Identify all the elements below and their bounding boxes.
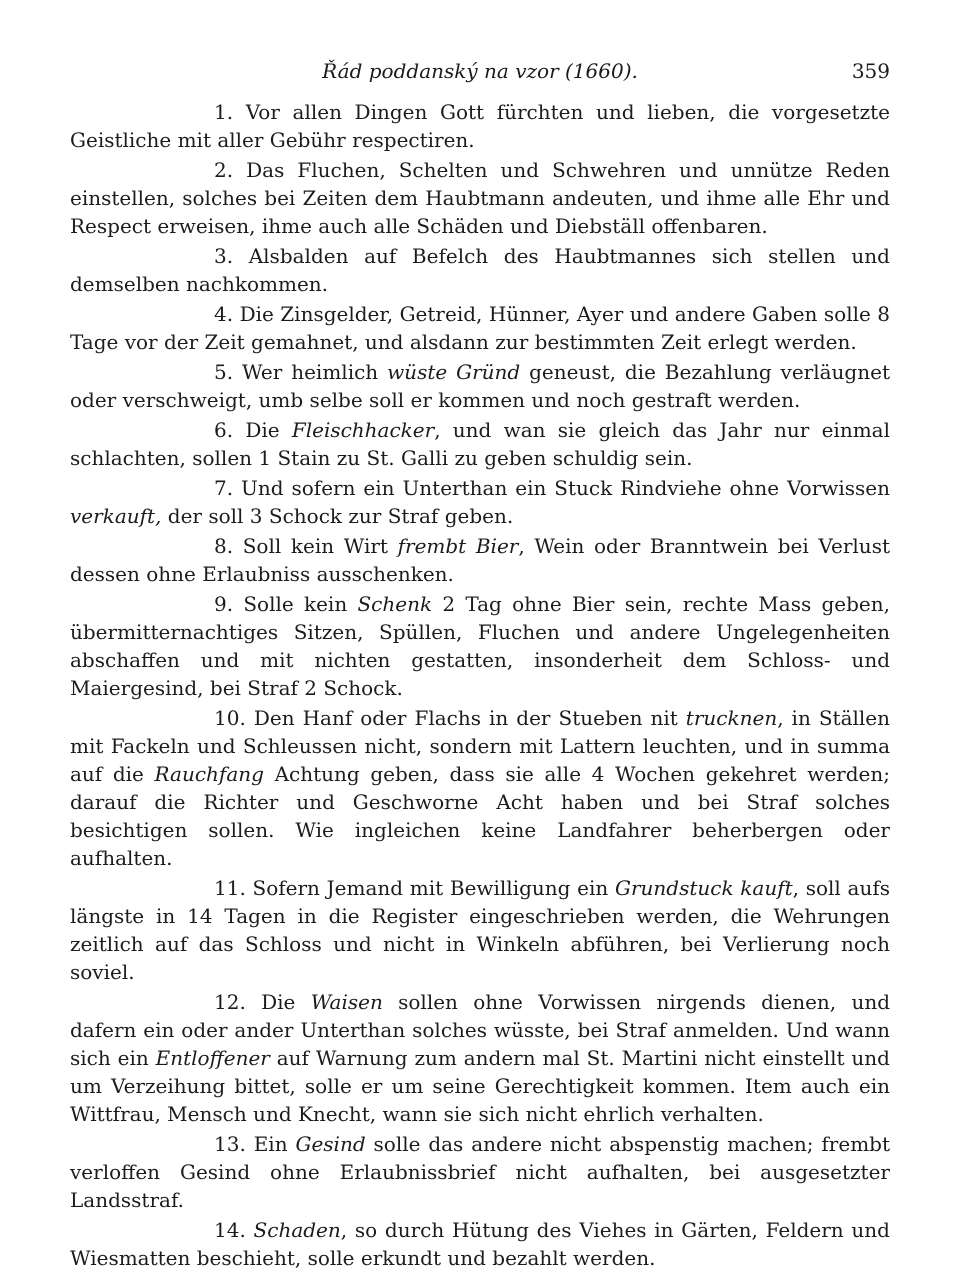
article-number: 9. [214,592,234,616]
article-number: 10. [214,706,246,730]
article-paragraph [70,300,890,356]
article-text: , Wein oder Branntwein bei Verlust dessen ohne Erlaubniss ausschenken. [70,534,890,586]
article-text: der soll 3 Schock zur Straf geben. [161,504,514,528]
article-text: geneust, die Bezahlung verläugnet oder verschweigt, umb selbe soll er kommen und noch gestraft werden. [70,360,890,412]
article-text: Das Fluchen, Schelten und Schwehren und unnütze Reden einstellen, solches bei Zeiten dem Haubtmann andeuten, und ihme alle Ehr und Respect erweisen, ihme auch alle Schäden und Diebställ offenbaren. [70,158,890,238]
emphasized-term: Entloffener [155,1046,270,1070]
article-number: 13. [214,1132,246,1156]
article-text: Wer heimlich [242,360,388,384]
article-paragraph [70,474,890,530]
article-text: Die [245,418,292,442]
article-text: solle das andere nicht abspenstig machen; frembt verloffen Gesind ohne Erlaubnissbrief nicht aufhalten, bei ausgesetzter Landsstraf. [70,1132,891,1212]
article-text: , so durch Hütung des Viehes in Gärten, Feldern und Wiesmatten beschieht, solle erkundt und bezahlt werden. [70,1218,890,1270]
emphasized-term: Waisen [310,990,383,1014]
emphasized-term: Rauchfang [154,762,264,786]
emphasized-term: Schaden [253,1218,341,1242]
article-text: Alsbalden auf Befelch des Haubtmannes sich stellen und demselben nachkommen. [70,244,890,296]
article-text: , in Ställen mit Fackeln und Schleussen nicht, sondern mit Lattern leuchten, und in summa auf die [70,706,891,786]
article-number: 3. [214,244,234,268]
emphasized-term: frembt Bier [397,534,519,558]
article-paragraph [70,1130,890,1214]
article-paragraph [70,358,890,414]
article-text: , soll aufs längste in 14 Tagen in die Register eingeschrieben werden, die Wehrungen zeitlich auf das Schloss und nicht in Winkeln abführen, bei Verlierung noch soviel. [70,876,890,984]
article-text: Sofern Jemand mit Bewilligung ein [252,876,615,900]
article-text: Solle kein [243,592,358,616]
article-number: 4. [214,302,234,326]
article-number: 12. [214,990,246,1014]
emphasized-term: Grundstuck kauft [615,876,793,900]
article-number: 7. [214,476,234,500]
article-paragraph [70,156,890,240]
article-number: 14. [214,1218,246,1242]
article-paragraph [70,416,890,472]
article-text: Ein [253,1132,296,1156]
running-title: Řád poddanský na vzor (1660). [322,59,638,83]
emphasized-term: trucknen [685,706,778,730]
article-paragraph [70,590,890,702]
article-number: 8. [214,534,234,558]
article-paragraph [70,1216,890,1272]
document-body [70,98,890,1272]
article-text: Den Hanf oder Flachs in der Stueben nit [253,706,686,730]
page-number: 359 [851,59,890,83]
article-paragraph [70,988,890,1128]
article-paragraph [70,242,890,298]
article-paragraph [70,532,890,588]
article-paragraph [70,704,890,872]
article-number: 11. [214,876,246,900]
emphasized-term: Gesind [295,1132,366,1156]
emphasized-term: wüste Gründ [387,360,521,384]
article-text: Und sofern ein Unterthan ein Stuck Rindviehe ohne Vorwissen [241,476,891,500]
article-text: Die [261,990,311,1014]
article-text: Achtung geben, dass sie alle 4 Wochen gekehret werden; darauf die Richter und Geschworne Acht haben und bei Straf solches besichtigen sollen. Wie ingleichen keine Landfahrer beherbergen oder aufhalten. [70,762,890,870]
article-text: Vor allen Dingen Gott fürchten und lieben, die vorgesetzte Geistliche mit aller Gebühr respectiren. [70,100,890,152]
emphasized-term: Fleischhacker [291,418,435,442]
article-text: Soll kein Wirt [242,534,398,558]
article-text: 2 Tag ohne Bier sein, rechte Mass geben, übermitternachtiges Sitzen, Spüllen, Fluchen und andere Ungelegenheiten abschaffen und mit nichten gestatten, insonderheit dem Schloss- und Maiergesind, bei Straf 2 Schock. [70,592,890,700]
article-text: sollen ohne Vorwissen nirgends dienen, und dafern ein oder ander Unterthan solches wüsste, bei Straf anmelden. Und wann sich ein [70,990,891,1070]
article-number: 1. [214,100,234,124]
article-number: 2. [214,158,234,182]
emphasized-term: Schenk [357,592,433,616]
emphasized-term: verkauft, [70,504,162,528]
article-number: 5. [214,360,234,384]
article-text: , und wan sie gleich das Jahr nur einmal schlachten, sollen 1 Stain zu St. Galli zu geben schuldig sein. [70,418,890,470]
running-header [70,56,890,98]
article-paragraph [70,98,890,154]
article-text: auf Warnung zum andern mal St. Martini nicht einstellt und um Verzeihung bittet, solle er um seine Gerechtigkeit kommen. Item auch ein Wittfrau, Mensch und Knecht, wann sie sich nicht ehrlich verhalten. [70,1046,890,1126]
article-paragraph [70,874,890,986]
article-text: Die Zinsgelder, Getreid, Hünner, Ayer und andere Gaben solle 8 Tage vor der Zeit gemahnet, und alsdann zur bestimmten Zeit erlegt werden. [70,302,891,354]
article-number: 6. [214,418,234,442]
